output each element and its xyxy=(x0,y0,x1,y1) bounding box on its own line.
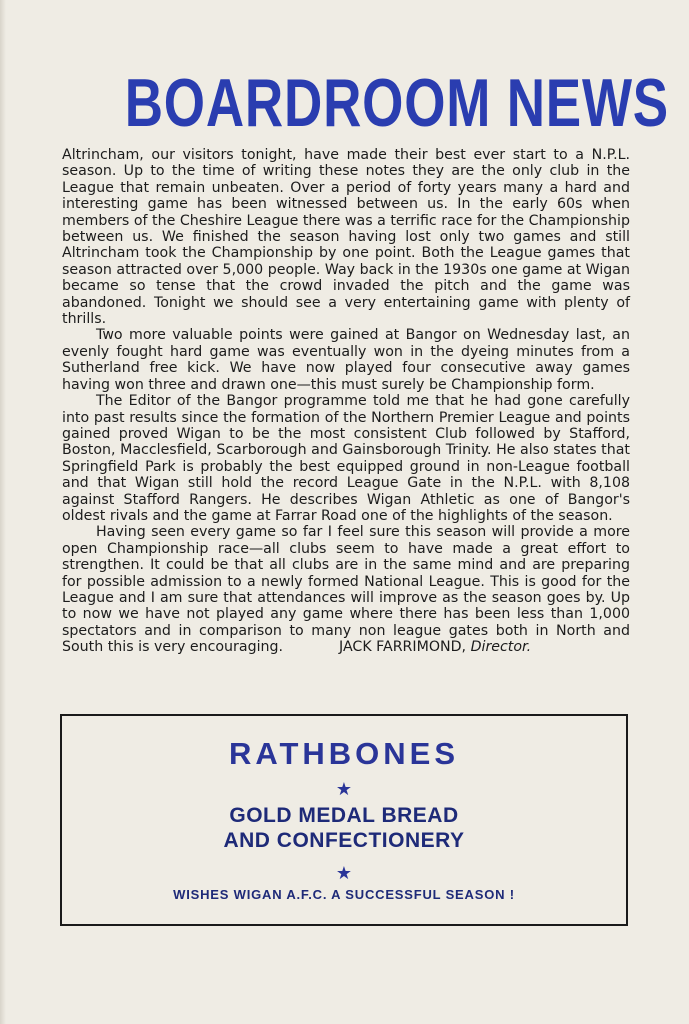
page-title: BOARDROOM NEWS xyxy=(124,65,669,141)
article-paragraph-3: The Editor of the Bangor programme told me that he had gone carefully into past results since the formation of the Northern Premier League and points gained proved Wigan to be the most consistent Club followed by Stafford, Boston, Macclesfield, Scarborough and Gainsborough Trinity. He also states that Springfield Park is probably the best equipped ground in non-League football and that Wigan still hold the record League Gate in the N.P.L. with 8,108 against Stafford Rangers. He describes Wigan Athletic as one of Bangor's oldest rivals and the game at Farrar Road one of the highlights of the season. xyxy=(62,393,630,524)
star-icon: ★ xyxy=(335,779,353,800)
article-paragraph-4 xyxy=(62,524,630,655)
signature-role: Director. xyxy=(470,639,532,656)
page-edge-shadow xyxy=(0,0,6,1024)
article-paragraph-4-text: Having seen every game so far I feel sure this season will provide a more open Championship race—all clubs seem to have made a great effort to strengthen. It could be that all clubs are in the same mind and are preparing for possible admission to a newly formed National League. This is good for the League and I am sure that attendances will improve as the season goes by. Up to now we have not played any game where there has been less than 1,000 spectators and in comparison to many non league gates both in North and South this is very encouraging. xyxy=(62,524,630,656)
advert-brand: RATHBONES xyxy=(228,736,460,771)
article-paragraph-1: Altrincham, our visitors tonight, have made their best ever start to a N.P.L. season. Up to the time of writing these notes they are the only club in the League that remain unbeaten. Over a period of forty years many a hard and interesting game has been witnessed between us. In the early 60s when members of the Cheshire League there was a terrific race for the Championship between us. We finished the season having lost only two games and still Altrincham took the Championship by one point. Both the League games that season attracted over 5,000 people. Way back in the 1930s one game at Wigan became so tense that the crowd invaded the pitch and the game was abandoned. Tonight we should see a very entertaining game with plenty of thrills. xyxy=(62,147,630,328)
advert-product-line-2: AND CONFECTIONERY xyxy=(223,829,465,852)
advertisement-box xyxy=(60,714,628,926)
advert-product-line-1: GOLD MEDAL BREAD xyxy=(229,804,459,827)
signature xyxy=(339,639,531,655)
article-paragraph-2: Two more valuable points were gained at Bangor on Wednesday last, an evenly fought hard game was eventually won in the dyeing minutes from a Sutherland free kick. We have now played four consecutive away games having won three and drawn one—this must surely be Championship form. xyxy=(62,327,630,393)
article-body xyxy=(62,147,630,656)
signature-name: JACK FARRIMOND, xyxy=(339,639,467,656)
star-icon: ★ xyxy=(335,863,353,884)
advert-product xyxy=(62,803,626,853)
advert-slogan: WISHES WIGAN A.F.C. A SUCCESSFUL SEASON ! xyxy=(173,887,515,902)
